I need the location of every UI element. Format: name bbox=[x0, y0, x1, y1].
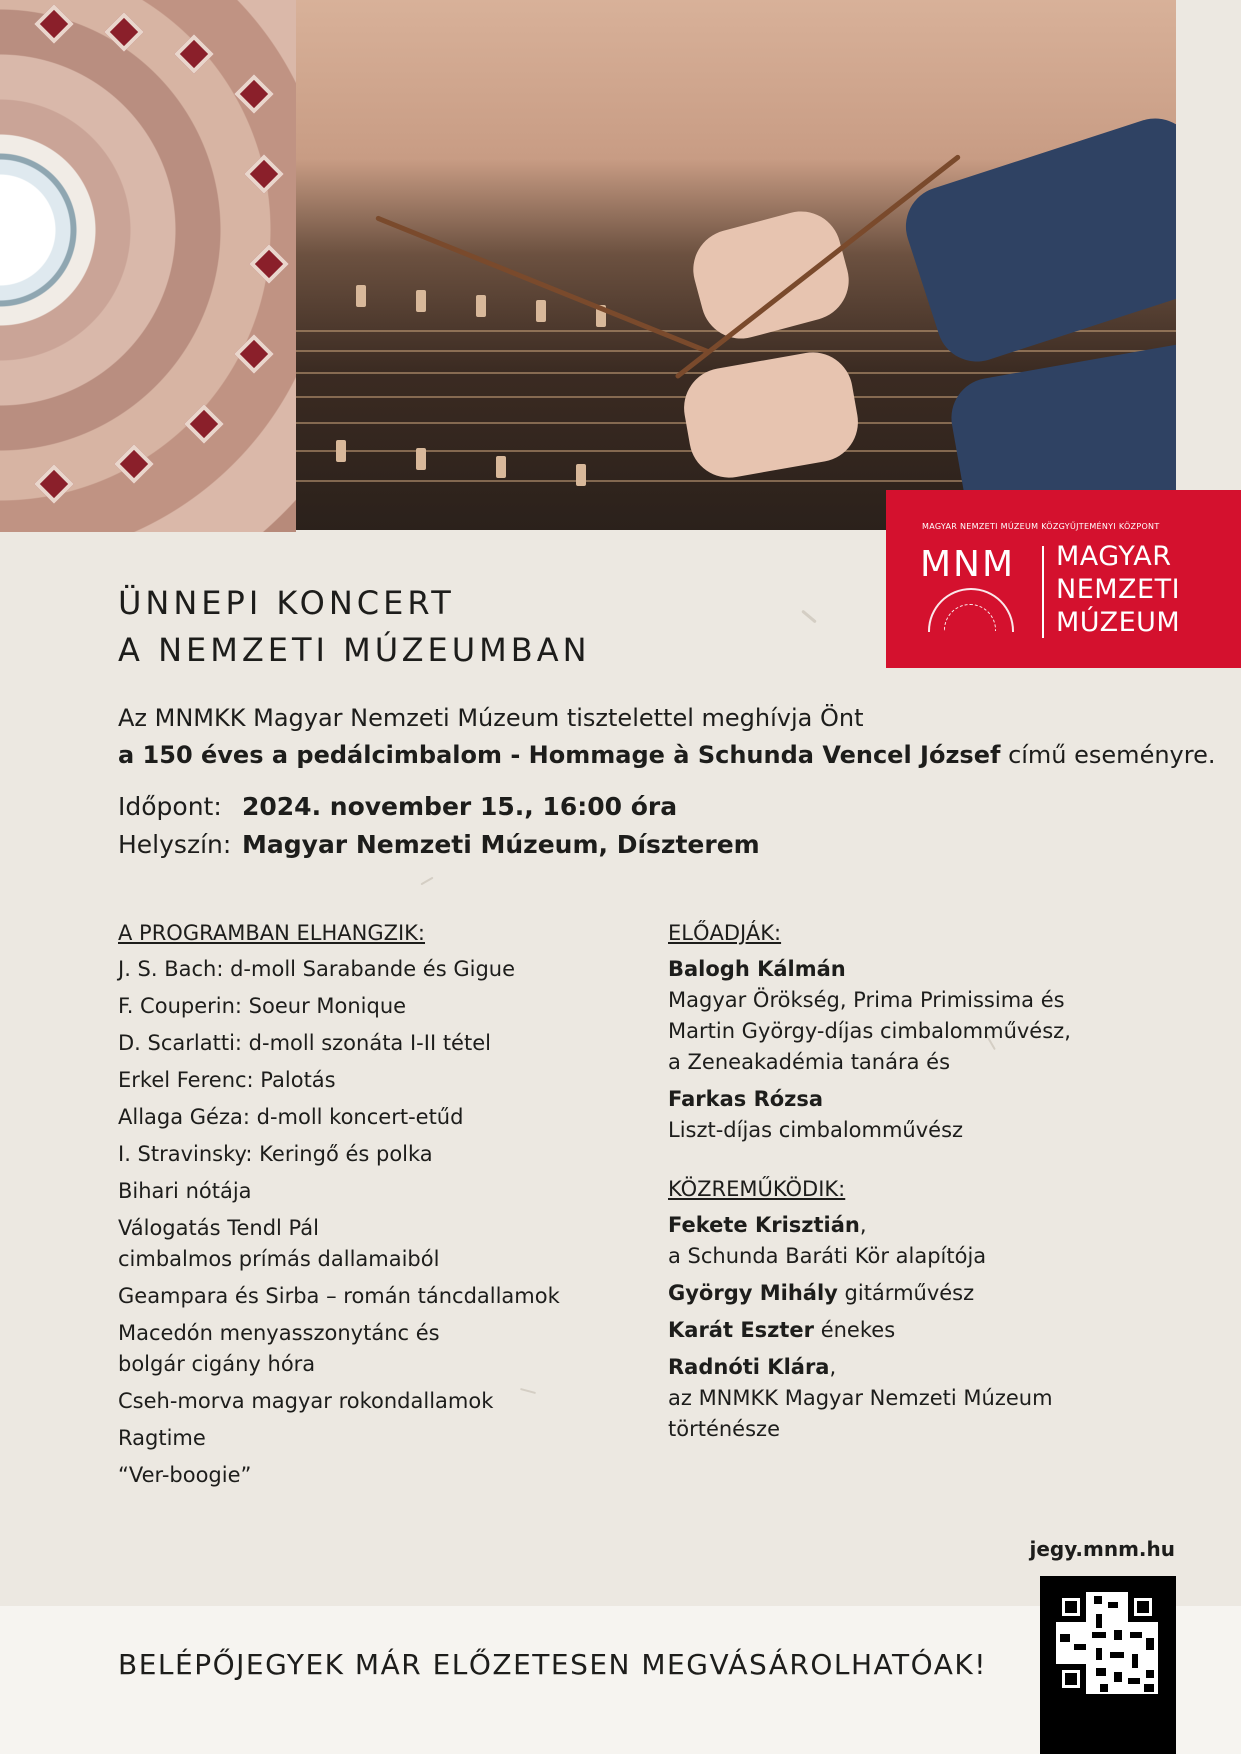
logo-name: MAGYAR NEMZETI MÚZEUM bbox=[1056, 541, 1181, 638]
ticket-cta: BELÉPŐJEGYEK MÁR ELŐZETESEN MEGVÁSÁROLHATÓAK! bbox=[118, 1648, 987, 1681]
contributor: Karát Eszter énekes bbox=[668, 1318, 896, 1342]
program-item: Macedón menyasszonytánc és bolgár cigány hóra bbox=[118, 1321, 440, 1376]
contributor: György Mihály gitárművész bbox=[668, 1281, 975, 1305]
invitation-text: Az MNMKK Magyar Nemzeti Múzeum tisztelettel meghívja Önt a 150 éves a pedálcimbalom - Hommage à Schunda Vencel József című eseményre. bbox=[118, 704, 1216, 769]
program-item: D. Scarlatti: d-moll szonáta I-II tétel bbox=[118, 1031, 491, 1055]
program-item: Ragtime bbox=[118, 1426, 206, 1450]
contributors-heading: KÖZREMŰKÖDIK: bbox=[668, 1177, 846, 1201]
paper-texture bbox=[420, 877, 433, 886]
contributor: Fekete Krisztián, a Schunda Baráti Kör alapítója bbox=[668, 1213, 987, 1268]
dome-photo bbox=[0, 0, 296, 532]
qr-code-panel bbox=[1040, 1576, 1176, 1754]
contributor: Radnóti Klára, az MNMKK Magyar Nemzeti Múzeum történésze bbox=[668, 1355, 1053, 1441]
program-item: F. Couperin: Soeur Monique bbox=[118, 994, 407, 1018]
event-place: Helyszín: Magyar Nemzeti Múzeum, Díszterem bbox=[118, 830, 760, 859]
paper-texture bbox=[801, 610, 817, 624]
event-time: Időpont: 2024. november 15., 16:00 óra bbox=[118, 792, 678, 821]
logo-abbr: MNM bbox=[920, 544, 1016, 585]
program-item: J. S. Bach: d-moll Sarabande és Gigue bbox=[118, 957, 516, 981]
event-name: a 150 éves a pedálcimbalom - Hommage à Schunda Vencel József bbox=[118, 741, 1001, 769]
program-item: Geampara és Sirba – román táncdallamok bbox=[118, 1284, 560, 1308]
performer: Balogh Kálmán Magyar Örökség, Prima Primissima és Martin György-díjas cimbalomművész, a Zeneakadémia tanára és bbox=[668, 957, 1071, 1074]
program-item: Erkel Ferenc: Palotás bbox=[118, 1068, 336, 1092]
qr-code-icon[interactable] bbox=[1056, 1592, 1158, 1694]
program-item: Allaga Géza: d-moll koncert-etűd bbox=[118, 1105, 464, 1129]
program-item: Cseh-morva magyar rokondallamok bbox=[118, 1389, 494, 1413]
performers-section bbox=[668, 918, 1188, 1451]
program-item: “Ver-boogie” bbox=[118, 1463, 252, 1487]
performers-heading: ELŐADJÁK: bbox=[668, 921, 782, 945]
logo-divider bbox=[1042, 546, 1044, 638]
event-title: ÜNNEPI KONCERT A NEMZETI MÚZEUMBAN bbox=[118, 584, 591, 669]
museum-logo bbox=[886, 490, 1241, 668]
event-details bbox=[118, 788, 760, 864]
program-item: I. Stravinsky: Keringő és polka bbox=[118, 1142, 433, 1166]
ticket-url[interactable]: jegy.mnm.hu bbox=[1029, 1537, 1175, 1561]
program-heading: A PROGRAMBAN ELHANGZIK: bbox=[118, 921, 426, 945]
program-item: Bihari nótája bbox=[118, 1179, 252, 1203]
logo-org-name: MAGYAR NEMZETI MÚZEUM KÖZGYŰJTEMÉNYI KÖZPONT bbox=[922, 522, 1160, 531]
program-item: Válogatás Tendl Pál cimbalmos prímás dallamaiból bbox=[118, 1216, 440, 1271]
program-list bbox=[118, 918, 638, 1497]
cimbalom-photo bbox=[296, 0, 1176, 530]
performer: Farkas Rózsa Liszt-díjas cimbalomművész bbox=[668, 1087, 964, 1142]
